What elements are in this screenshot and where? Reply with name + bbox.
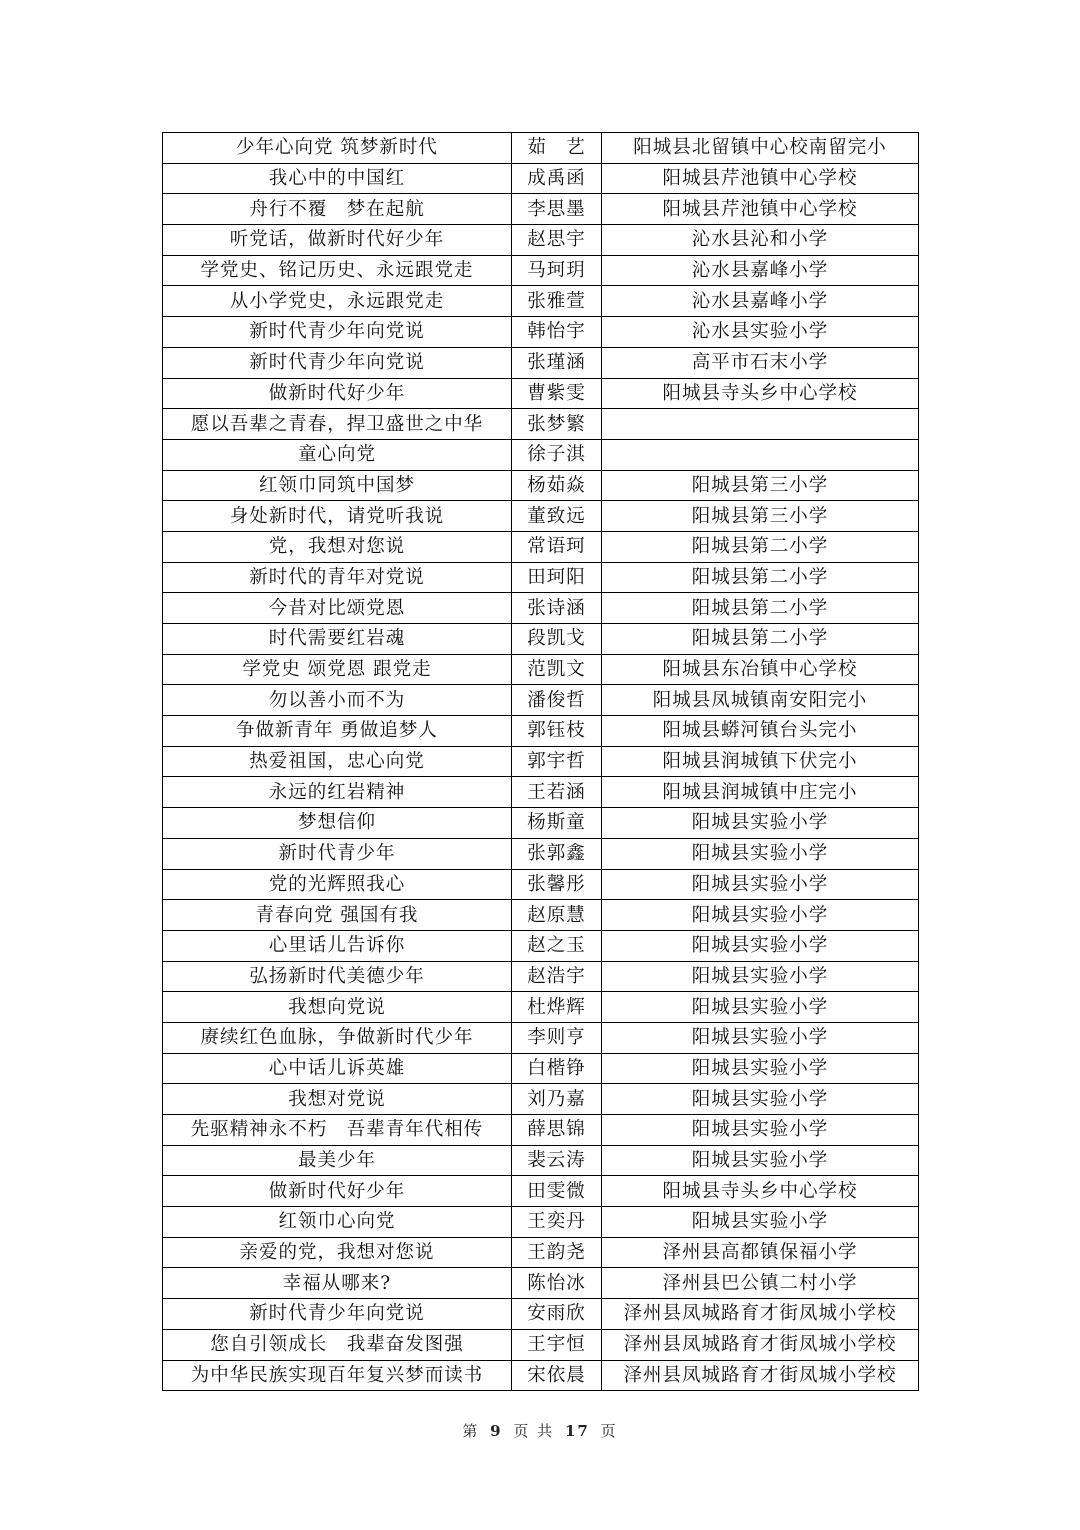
title-cell: 赓续红色血脉，争做新时代少年	[163, 1022, 512, 1053]
table-row	[163, 1299, 919, 1330]
name-cell: 杨茹焱	[512, 470, 602, 501]
participant-table-body	[163, 133, 919, 1391]
table-row	[163, 1176, 919, 1207]
name-cell: 曹紫雯	[512, 378, 602, 409]
title-cell: 愿以吾辈之青春，捍卫盛世之中华	[163, 409, 512, 440]
table-row	[163, 1115, 919, 1146]
title-cell: 党的光辉照我心	[163, 869, 512, 900]
school-cell: 阳城县实验小学	[602, 808, 919, 839]
title-cell: 争做新青年 勇做追梦人	[163, 716, 512, 747]
school-cell: 阳城县蟒河镇台头完小	[602, 716, 919, 747]
table-row	[163, 347, 919, 378]
school-cell	[602, 409, 919, 440]
name-cell: 徐子淇	[512, 439, 602, 470]
name-cell: 马珂玥	[512, 255, 602, 286]
school-cell: 阳城县实验小学	[602, 992, 919, 1023]
school-cell: 阳城县第二小学	[602, 624, 919, 655]
table-row	[163, 992, 919, 1023]
school-cell: 泽州县巴公镇二村小学	[602, 1268, 919, 1299]
title-cell: 您自引领成长 我辈奋发图强	[163, 1329, 512, 1360]
table-row	[163, 225, 919, 256]
school-cell: 泽州县凤城路育才街凤城小学校	[602, 1329, 919, 1360]
table-row	[163, 133, 919, 164]
name-cell: 李思墨	[512, 194, 602, 225]
table-row	[163, 930, 919, 961]
table-row	[163, 808, 919, 839]
footer-prefix: 第	[462, 1422, 480, 1440]
table-row	[163, 470, 919, 501]
name-cell: 杜烨辉	[512, 992, 602, 1023]
name-cell: 张雅萱	[512, 286, 602, 317]
table-row	[163, 378, 919, 409]
table-row	[163, 1022, 919, 1053]
title-cell: 少年心向党 筑梦新时代	[163, 133, 512, 164]
footer-total-pages: 17	[564, 1422, 590, 1440]
school-cell: 阳城县第二小学	[602, 593, 919, 624]
title-cell: 身处新时代，请党听我说	[163, 501, 512, 532]
name-cell: 安雨欣	[512, 1299, 602, 1330]
title-cell: 新时代青少年向党说	[163, 317, 512, 348]
title-cell: 心里话儿告诉你	[163, 930, 512, 961]
title-cell: 心中话儿诉英雄	[163, 1053, 512, 1084]
table-row	[163, 624, 919, 655]
name-cell: 田珂阳	[512, 562, 602, 593]
title-cell: 先驱精神永不朽 吾辈青年代相传	[163, 1115, 512, 1146]
name-cell: 刘乃嘉	[512, 1084, 602, 1115]
footer-current-page: 9	[490, 1422, 503, 1440]
title-cell: 新时代青少年向党说	[163, 1299, 512, 1330]
table-row	[163, 317, 919, 348]
name-cell: 王若涵	[512, 777, 602, 808]
title-cell: 童心向党	[163, 439, 512, 470]
table-row	[163, 654, 919, 685]
title-cell: 红领巾心向党	[163, 1207, 512, 1238]
name-cell: 田雯微	[512, 1176, 602, 1207]
table-row	[163, 1329, 919, 1360]
title-cell: 幸福从哪来?	[163, 1268, 512, 1299]
title-cell: 新时代青少年	[163, 838, 512, 869]
name-cell: 陈怡冰	[512, 1268, 602, 1299]
school-cell: 阳城县芹池镇中心学校	[602, 194, 919, 225]
name-cell: 杨斯童	[512, 808, 602, 839]
name-cell: 张瑾涵	[512, 347, 602, 378]
table-row	[163, 1360, 919, 1391]
school-cell: 阳城县实验小学	[602, 1053, 919, 1084]
school-cell: 阳城县实验小学	[602, 930, 919, 961]
school-cell: 阳城县北留镇中心校南留完小	[602, 133, 919, 164]
name-cell: 张梦繁	[512, 409, 602, 440]
title-cell: 我想对党说	[163, 1084, 512, 1115]
school-cell: 阳城县实验小学	[602, 961, 919, 992]
table-row	[163, 685, 919, 716]
title-cell: 梦想信仰	[163, 808, 512, 839]
title-cell: 青春向党 强国有我	[163, 900, 512, 931]
school-cell: 阳城县第二小学	[602, 531, 919, 562]
school-cell: 阳城县润城镇下伏完小	[602, 746, 919, 777]
table-row	[163, 961, 919, 992]
title-cell: 时代需要红岩魂	[163, 624, 512, 655]
table-row	[163, 1053, 919, 1084]
school-cell: 阳城县实验小学	[602, 1022, 919, 1053]
school-cell: 阳城县芹池镇中心学校	[602, 163, 919, 194]
name-cell: 薛思锦	[512, 1115, 602, 1146]
name-cell: 成禹函	[512, 163, 602, 194]
table-row	[163, 194, 919, 225]
school-cell: 阳城县实验小学	[602, 1084, 919, 1115]
school-cell	[602, 439, 919, 470]
title-cell: 从小学党史，永远跟党走	[163, 286, 512, 317]
table-row	[163, 531, 919, 562]
name-cell: 白楷铮	[512, 1053, 602, 1084]
school-cell: 阳城县实验小学	[602, 869, 919, 900]
school-cell: 沁水县实验小学	[602, 317, 919, 348]
table-row	[163, 777, 919, 808]
name-cell: 赵思宇	[512, 225, 602, 256]
school-cell: 泽州县凤城路育才街凤城小学校	[602, 1360, 919, 1391]
name-cell: 赵浩宇	[512, 961, 602, 992]
title-cell: 党，我想对您说	[163, 531, 512, 562]
name-cell: 郭钰枝	[512, 716, 602, 747]
table-row	[163, 1084, 919, 1115]
title-cell: 学党史、铭记历史、永远跟党走	[163, 255, 512, 286]
title-cell: 舟行不覆 梦在起航	[163, 194, 512, 225]
table-row	[163, 255, 919, 286]
page-footer	[0, 1420, 1080, 1441]
footer-middle: 页 共	[513, 1422, 555, 1440]
title-cell: 红领巾同筑中国梦	[163, 470, 512, 501]
table-row	[163, 163, 919, 194]
name-cell: 裴云涛	[512, 1145, 602, 1176]
name-cell: 张郭鑫	[512, 838, 602, 869]
school-cell: 阳城县第三小学	[602, 501, 919, 532]
name-cell: 段凯戈	[512, 624, 602, 655]
table-row	[163, 838, 919, 869]
name-cell: 潘俊哲	[512, 685, 602, 716]
name-cell: 郭宇哲	[512, 746, 602, 777]
school-cell: 阳城县实验小学	[602, 1207, 919, 1238]
title-cell: 永远的红岩精神	[163, 777, 512, 808]
school-cell: 阳城县凤城镇南安阳完小	[602, 685, 919, 716]
footer-suffix: 页	[600, 1422, 618, 1440]
title-cell: 为中华民族实现百年复兴梦而读书	[163, 1360, 512, 1391]
school-cell: 阳城县第二小学	[602, 562, 919, 593]
name-cell: 常语珂	[512, 531, 602, 562]
school-cell: 阳城县实验小学	[602, 1115, 919, 1146]
title-cell: 我想向党说	[163, 992, 512, 1023]
title-cell: 弘扬新时代美德少年	[163, 961, 512, 992]
school-cell: 阳城县润城镇中庄完小	[602, 777, 919, 808]
name-cell: 王奕丹	[512, 1207, 602, 1238]
name-cell: 茹 艺	[512, 133, 602, 164]
name-cell: 王宇恒	[512, 1329, 602, 1360]
title-cell: 新时代青少年向党说	[163, 347, 512, 378]
name-cell: 赵原慧	[512, 900, 602, 931]
name-cell: 王韵尧	[512, 1237, 602, 1268]
school-cell: 沁水县嘉峰小学	[602, 255, 919, 286]
title-cell: 今昔对比颂党恩	[163, 593, 512, 624]
name-cell: 张诗涵	[512, 593, 602, 624]
title-cell: 亲爱的党，我想对您说	[163, 1237, 512, 1268]
school-cell: 高平市石末小学	[602, 347, 919, 378]
school-cell: 阳城县第三小学	[602, 470, 919, 501]
name-cell: 董致远	[512, 501, 602, 532]
table-row	[163, 439, 919, 470]
table-row	[163, 716, 919, 747]
table-row	[163, 746, 919, 777]
title-cell: 做新时代好少年	[163, 1176, 512, 1207]
school-cell: 阳城县实验小学	[602, 900, 919, 931]
title-cell: 学党史 颂党恩 跟党走	[163, 654, 512, 685]
school-cell: 沁水县嘉峰小学	[602, 286, 919, 317]
school-cell: 阳城县实验小学	[602, 838, 919, 869]
table-row	[163, 286, 919, 317]
table-row	[163, 409, 919, 440]
title-cell: 热爱祖国，忠心向党	[163, 746, 512, 777]
name-cell: 宋依晨	[512, 1360, 602, 1391]
school-cell: 阳城县实验小学	[602, 1145, 919, 1176]
table-row	[163, 501, 919, 532]
school-cell: 沁水县沁和小学	[602, 225, 919, 256]
table-row	[163, 562, 919, 593]
school-cell: 泽州县凤城路育才街凤城小学校	[602, 1299, 919, 1330]
table-row	[163, 1207, 919, 1238]
name-cell: 张馨彤	[512, 869, 602, 900]
name-cell: 李则亨	[512, 1022, 602, 1053]
participant-table	[162, 132, 919, 1391]
table-row	[163, 1268, 919, 1299]
name-cell: 韩怡宇	[512, 317, 602, 348]
title-cell: 听党话，做新时代好少年	[163, 225, 512, 256]
title-cell: 新时代的青年对党说	[163, 562, 512, 593]
table-row	[163, 1145, 919, 1176]
school-cell: 泽州县高都镇保福小学	[602, 1237, 919, 1268]
school-cell: 阳城县寺头乡中心学校	[602, 378, 919, 409]
title-cell: 最美少年	[163, 1145, 512, 1176]
title-cell: 勿以善小而不为	[163, 685, 512, 716]
title-cell: 做新时代好少年	[163, 378, 512, 409]
table-row	[163, 869, 919, 900]
name-cell: 范凯文	[512, 654, 602, 685]
title-cell: 我心中的中国红	[163, 163, 512, 194]
school-cell: 阳城县东冶镇中心学校	[602, 654, 919, 685]
table-row	[163, 900, 919, 931]
name-cell: 赵之玉	[512, 930, 602, 961]
table-row	[163, 593, 919, 624]
school-cell: 阳城县寺头乡中心学校	[602, 1176, 919, 1207]
table-row	[163, 1237, 919, 1268]
